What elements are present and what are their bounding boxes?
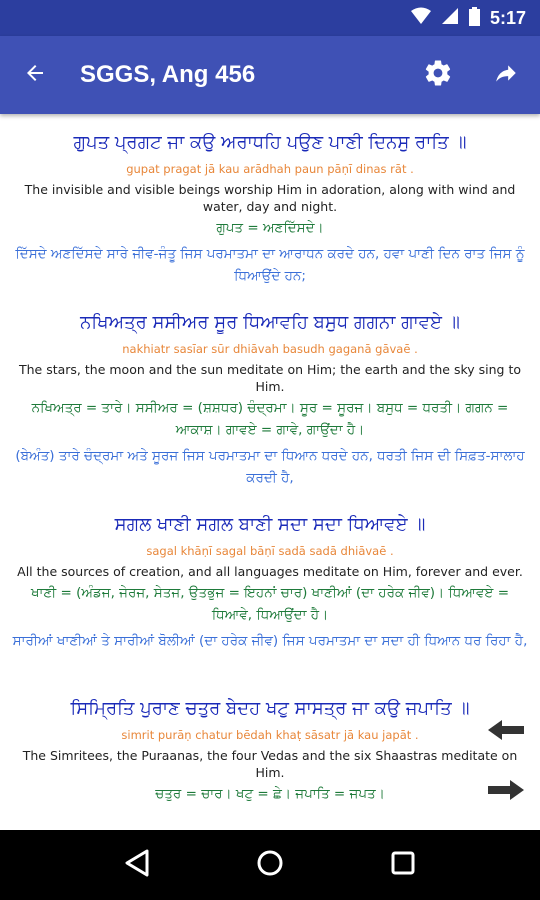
next-ang-button[interactable] — [486, 778, 526, 802]
verse-word-meaning: ਗੁਪਤ = ਅਣਦਿੱਸਦੇ। — [216, 220, 324, 236]
verse-transliteration: simrit purāṇ chatur bēdah khaṭ sāsatr jā kau japāt . — [121, 728, 419, 742]
verse-english: All the sources of creation, and all languages meditate on Him, forever and ever. — [17, 564, 523, 579]
verse-punjabi-explanation: (ਬੇਅੰਤ) ਤਾਰੇ ਚੰਦ੍ਰਮਾ ਅਤੇ ਸੂਰਜ ਜਿਸ ਪਰਮਾਤਮਾ ਦਾ ਧਿਆਨ ਧਰਦੇ ਹਨ, ਧਰਤੀ ਜਿਸ ਦੀ ਸਿਫ਼ਤ-ਸਾਲਾਹ ਕਰਦੀ ਹੈ, — [15, 448, 525, 486]
signal-icon — [441, 7, 459, 29]
status-time: 5:17 — [489, 7, 526, 28]
system-recents-button[interactable] — [383, 845, 423, 885]
verse-word-meaning: ਚਤੁਰ = ਚਾਰ। ਖਟੁ = ਛੇ। ਜਪਾਤਿ = ਜਪਤ। — [155, 786, 385, 802]
verse-transliteration: gupat pragat jā kau arādhah paun pāṇī dinas rāt . — [126, 162, 414, 176]
app-bar — [0, 36, 540, 114]
share-button[interactable] — [472, 36, 540, 114]
system-nav-bar — [0, 830, 540, 900]
verse-gurmukhi: ਸਿਮ੍ਰਿਤਿ ਪੁਰਾਣ ਚਤੁਰ ਬੇਦਹ ਖਟੁ ਸਾਸਤ੍ਰ ਜਾ ਕਉ ਜਪਾਤਿ ॥ — [70, 698, 470, 719]
verse-english: The stars, the moon and the sun meditate on Him; the earth and the sky sing to Him. — [18, 362, 522, 394]
verse-word-meaning: ਖਾਣੀ = (ਅੰਡਜ, ਜੇਰਜ, ਸੇਤਜ, ਉਤਭੁਜ = ਇਹਨਾਂ ਚਾਰ) ਖਾਣੀਆਂ (ਦਾ ਹਰੇਕ ਜੀਵ)। ਧਿਆਵਏ = ਧਿਆਵੇ, ਧਿਆਉਂਦਾ ਹੈ। — [30, 585, 510, 623]
arrow-back-icon — [23, 61, 47, 89]
verse-transliteration: sagal khāṇī sagal bāṇī sadā sadā dhiāvaē . — [146, 544, 394, 558]
verse-punjabi-explanation: ਸਾਰੀਆਂ ਖਾਣੀਆਂ ਤੇ ਸਾਰੀਆਂ ਬੋਲੀਆਂ (ਦਾ ਹਰੇਕ ਜੀਵ) ਜਿਸ ਪਰਮਾਤਮਾ ਦਾ ਸਦਾ ਹੀ ਧਿਆਨ ਧਰ ਰਿਹਾ ਹੈ, — [12, 633, 528, 649]
verse-english: The invisible and visible beings worship Him in adoration, along with wind and water, day and night. — [24, 182, 516, 214]
verse-gurmukhi: ਨਖਿਅਤ੍ਰ ਸਸੀਅਰ ਸੂਰ ਧਿਆਵਹਿ ਬਸੁਧ ਗਗਨਾ ਗਾਵਏ ॥ — [80, 312, 460, 333]
verse-english: The Simritees, the Puraanas, the four Vedas and the six Shaastras meditate on Him. — [22, 748, 518, 780]
settings-button[interactable] — [404, 36, 472, 114]
verse — [0, 512, 540, 652]
verse-gurmukhi: ਗੁਪਤ ਪ੍ਰਗਟ ਜਾ ਕਉ ਅਰਾਧਹਿ ਪਉਣ ਪਾਣੀ ਦਿਨਸੁ ਰਾਤਿ ॥ — [73, 132, 467, 153]
gear-icon — [423, 58, 453, 92]
verse-punjabi-explanation: ਦਿੱਸਦੇ ਅਣਦਿੱਸਦੇ ਸਾਰੇ ਜੀਵ-ਜੰਤੂ ਜਿਸ ਪਰਮਾਤਮਾ ਦਾ ਆਰਾਧਨ ਕਰਦੇ ਹਨ, ਹਵਾ ਪਾਣੀ ਦਿਨ ਰਾਤ ਜਿਸ ਨੂੰ ਧਿਆਉਂਦੇ ਹਨ; — [15, 246, 525, 284]
verse-transliteration: nakhiatr sasīar sūr dhiāvah basudh gaganā gāvaē . — [122, 342, 418, 356]
triangle-back-icon — [124, 849, 150, 881]
battery-icon — [469, 7, 480, 30]
arrow-left-icon — [486, 727, 526, 746]
system-home-button[interactable] — [250, 845, 290, 885]
circle-home-icon — [256, 849, 284, 881]
status-bar — [0, 0, 540, 36]
verse-word-meaning: ਨਖਿਅਤ੍ਰ = ਤਾਰੇ। ਸਸੀਅਰ = (ਸ਼ਸ਼ਧਰ) ਚੰਦ੍ਰਮਾ। ਸੂਰ = ਸੂਰਜ। ਬਸੁਧ = ਧਰਤੀ। ਗਗਨ = ਆਕਾਸ਼। ਗਾਵਏ = ਗਾਵੇ, ਗਾਉਂਦਾ ਹੈ। — [31, 400, 509, 438]
back-button[interactable] — [0, 36, 70, 114]
wifi-icon — [411, 7, 431, 29]
arrow-right-icon — [486, 787, 526, 806]
share-icon — [493, 60, 519, 90]
verse — [0, 130, 540, 287]
verse-gurmukhi: ਸਗਲ ਖਾਣੀ ਸਗਲ ਬਾਣੀ ਸਦਾ ਸਦਾ ਧਿਆਵਏ ॥ — [114, 514, 426, 535]
system-back-button[interactable] — [117, 845, 157, 885]
square-recents-icon — [391, 851, 415, 879]
verse — [0, 696, 540, 805]
verse — [0, 310, 540, 489]
scripture-content[interactable] — [0, 114, 540, 830]
previous-ang-button[interactable] — [486, 718, 526, 742]
page-title: SGGS, Ang 456 — [80, 61, 256, 88]
